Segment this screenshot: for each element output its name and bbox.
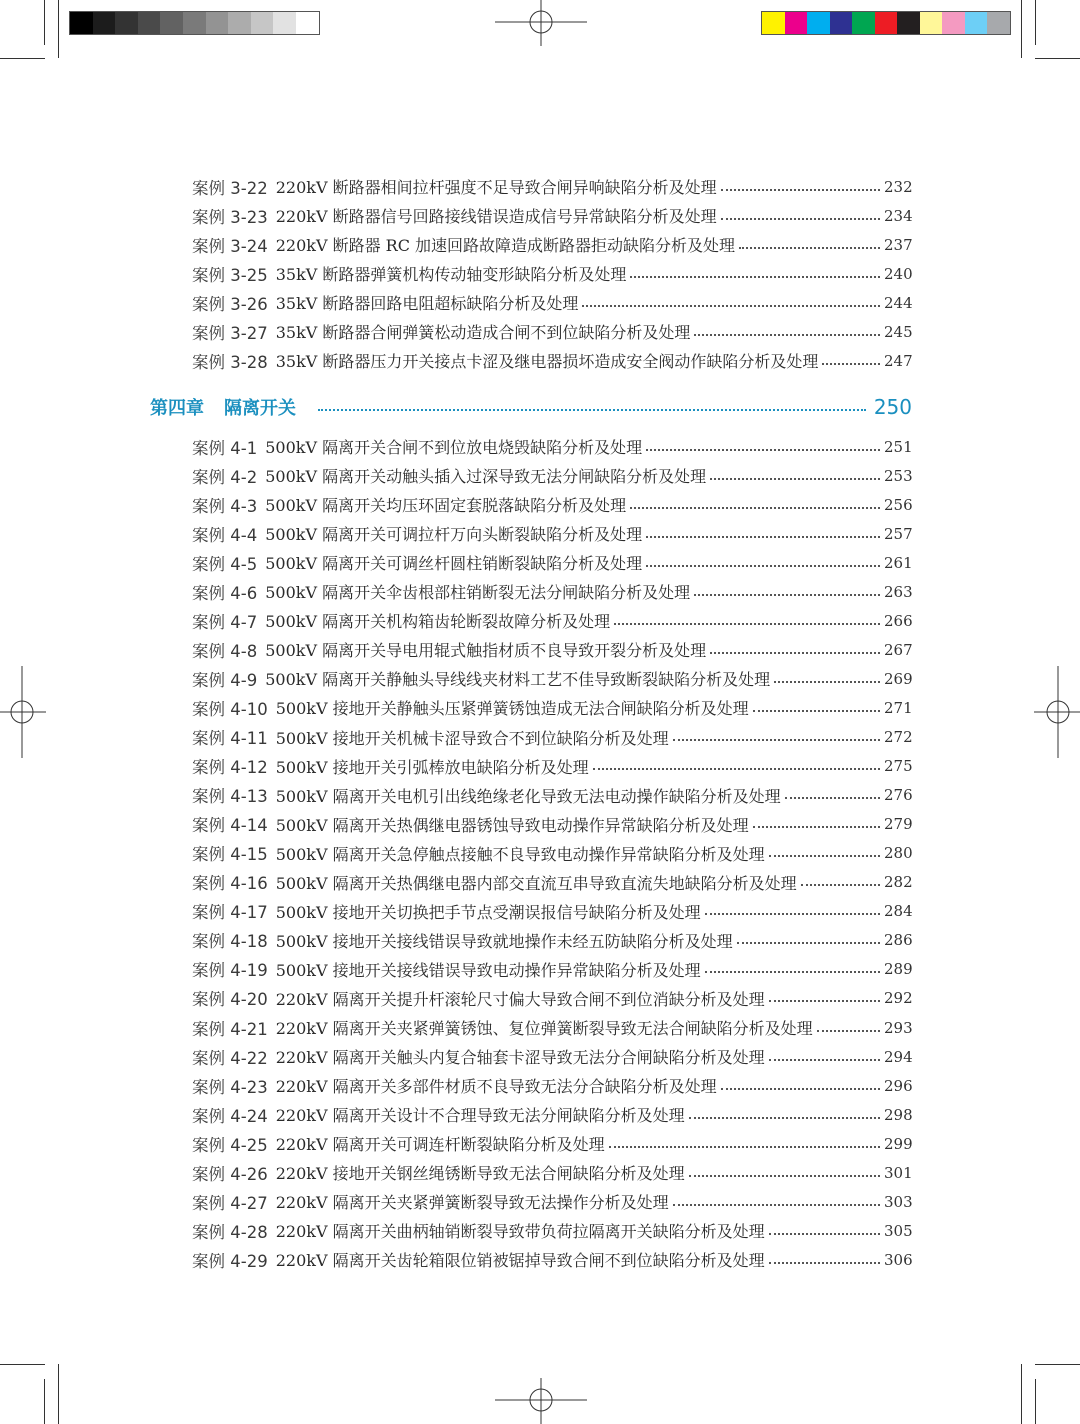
leader-dots [710,478,880,480]
case-number: 案例 4-29 [192,1251,268,1271]
case-title: 220kV 隔离开关提升杆滚轮尺寸偏大导致合闸不到位消缺分析及处理 [275,989,765,1009]
gray-swatch [251,12,274,34]
page-number: 247 [884,351,913,370]
leader-dots [694,594,880,596]
case-title: 500kV 接地开关接线错误导致电动操作异常缺陷分析及处理 [275,960,701,980]
case-number: 案例 3-27 [192,323,268,343]
case-title: 220kV 断路器 RC 加速回路故障造成断路器拒动缺陷分析及处理 [275,236,736,256]
leader-dots [769,1262,880,1264]
page-number: 282 [884,873,913,892]
leader-dots [721,1088,880,1090]
case-title: 35kV 断路器压力开关接点卡涩及继电器损坏造成安全阀动作缺陷分析及处理 [275,352,819,372]
leader-dots [646,565,880,567]
case-number: 案例 3-25 [192,265,268,285]
case-title: 35kV 断路器合闸弹簧松动造成合闸不到位缺陷分析及处理 [275,323,691,343]
leader-dots [318,409,866,411]
page-number: 253 [884,466,913,485]
page-number: 261 [884,553,913,572]
toc-entry[interactable] [192,577,912,606]
gray-swatch [206,12,229,34]
toc-entry[interactable] [192,752,912,781]
leader-dots [753,710,880,712]
case-number: 案例 4-4 [192,525,258,545]
page-number: 266 [884,611,913,630]
case-number: 案例 4-12 [192,758,268,778]
case-title: 220kV 接地开关钢丝绳锈断导致无法合闸缺陷分析及处理 [275,1164,685,1184]
page-number: 245 [884,322,913,341]
leader-dots [801,884,880,886]
toc-entry[interactable] [192,635,912,664]
case-title: 220kV 断路器相间拉杆强度不足导致合闸异响缺陷分析及处理 [275,178,717,197]
color-swatch [987,12,1010,34]
toc-entry[interactable] [192,548,912,577]
case-title: 220kV 隔离开关齿轮箱限位销被锯掉导致合闸不到位缺陷分析及处理 [275,1251,765,1271]
case-title: 500kV 隔离开关电机引出线绝缘老化导致无法电动操作缺陷分析及处理 [275,786,781,806]
page-number: 232 [884,177,913,196]
toc-entry[interactable] [192,1187,912,1216]
registration-mark-left [0,666,46,758]
case-title: 35kV 断路器弹簧机构传动轴变形缺陷分析及处理 [275,265,627,285]
leader-dots [646,536,880,538]
page-number: 284 [884,902,913,921]
leader-dots [822,363,880,365]
case-title: 500kV 隔离开关导电用辊式触指材质不良导致开裂分析及处理 [265,641,707,661]
case-number: 案例 4-1 [192,438,258,458]
case-number: 案例 3-23 [192,207,268,227]
leader-dots [673,739,880,741]
registration-mark-bottom [495,1378,587,1424]
case-title: 500kV 隔离开关合闸不到位放电烧毁缺陷分析及处理 [265,438,643,457]
leader-dots [630,276,880,278]
leader-dots [614,623,880,625]
color-swatch [807,12,830,34]
page-number: 272 [884,728,913,746]
page-number: 271 [884,698,913,717]
color-swatch [920,12,943,34]
registration-mark-top [495,0,587,46]
case-number: 案例 4-10 [192,699,268,719]
gray-swatch [93,12,116,34]
case-title: 500kV 隔离开关静触头导线线夹材料工艺不佳导致断裂缺陷分析及处理 [265,670,771,690]
page-number: 298 [884,1105,913,1124]
toc-entry[interactable] [192,926,912,955]
case-number: 案例 4-16 [192,874,268,894]
case-number: 案例 4-5 [192,554,258,574]
leader-dots [694,334,880,336]
color-swatch [897,12,920,34]
page-number: 276 [884,786,913,805]
case-number: 案例 3-24 [192,236,268,256]
toc-entry[interactable] [192,461,912,490]
page-number: 234 [884,206,913,225]
case-title: 500kV 隔离开关伞齿根部柱销断裂无法分闸缺陷分析及处理 [265,583,691,603]
case-number: 案例 3-22 [192,178,268,198]
case-title: 500kV 接地开关切换把手节点受潮误报信号缺陷分析及处理 [275,902,701,922]
case-title: 220kV 隔离开关多部件材质不良导致无法分合缺陷分析及处理 [275,1077,717,1097]
case-number: 案例 4-13 [192,787,268,807]
case-number: 案例 4-17 [192,903,268,923]
leader-dots [593,768,880,770]
page-number: 240 [884,264,913,283]
gray-swatch [228,12,251,34]
toc-entry[interactable] [192,230,912,259]
toc-entry[interactable] [192,781,912,810]
chapter-title: 隔离开关 [224,398,296,419]
toc-entry[interactable] [192,346,912,375]
case-number: 案例 3-26 [192,294,268,314]
page-number: 269 [884,669,913,688]
case-number: 案例 4-18 [192,932,268,952]
page-number: 292 [884,989,913,1008]
leader-dots [609,1146,880,1148]
case-title: 500kV 隔离开关可调拉杆万向头断裂缺陷分析及处理 [265,525,643,545]
leader-dots [785,797,880,799]
case-title: 500kV 接地开关机械卡涩导致合不到位缺陷分析及处理 [275,728,669,748]
case-title: 220kV 隔离开关夹紧弹簧锈蚀、复位弹簧断裂导致无法合闸缺陷分析及处理 [275,1019,813,1038]
toc-entry[interactable] [192,1013,912,1042]
case-title: 500kV 隔离开关热偶继电器内部交直流互串导致直流失地缺陷分析及处理 [275,873,797,893]
page-number: 244 [884,293,913,312]
case-number: 案例 4-14 [192,816,268,836]
chapter-heading[interactable] [150,391,912,423]
page-number: 301 [884,1163,913,1182]
toc-entry[interactable] [192,1042,912,1071]
case-title: 220kV 隔离开关触头内复合轴套卡涩导致无法分合闸缺陷分析及处理 [275,1048,765,1068]
color-swatch [875,12,898,34]
color-calibration-bar [761,11,1011,35]
color-swatch [762,12,785,34]
case-title: 500kV 接地开关接线错误导致就地操作未经五防缺陷分析及处理 [275,931,733,951]
leader-dots [769,855,880,857]
toc-entry[interactable] [192,1216,912,1245]
page-number: 296 [884,1076,913,1095]
toc-entry[interactable] [192,172,912,201]
page-number: 294 [884,1047,913,1066]
case-title: 500kV 接地开关引弧棒放电缺陷分析及处理 [275,757,589,777]
case-number: 案例 4-7 [192,612,258,632]
page-number: 267 [884,640,913,659]
chapter-number: 第四章 [150,398,204,419]
gray-swatch [296,12,319,34]
toc-entry[interactable] [192,955,912,984]
gray-swatch [138,12,161,34]
toc-entry[interactable] [192,693,912,722]
case-number: 案例 4-20 [192,990,268,1010]
case-number: 案例 4-23 [192,1077,268,1097]
case-title: 500kV 隔离开关可调丝杆圆柱销断裂缺陷分析及处理 [265,554,643,574]
toc-entry[interactable] [192,897,912,926]
page-number: 305 [884,1221,913,1240]
leader-dots [689,1175,880,1177]
toc-entry[interactable] [192,839,912,868]
page-number: 237 [884,235,913,254]
case-number: 案例 4-28 [192,1222,268,1242]
case-number: 案例 4-8 [192,641,258,661]
gray-swatch [115,12,138,34]
grayscale-calibration-bar [69,11,320,35]
case-title: 220kV 断路器信号回路接线错误造成信号异常缺陷分析及处理 [275,207,717,227]
color-swatch [830,12,853,34]
page-number: 263 [884,582,913,601]
page-number: 293 [884,1018,913,1037]
toc-entry[interactable] [192,288,912,317]
toc-entry[interactable] [192,201,912,230]
case-number: 案例 4-27 [192,1193,268,1213]
case-title: 500kV 隔离开关热偶继电器锈蚀导致电动操作异常缺陷分析及处理 [275,815,749,835]
case-title: 500kV 隔离开关均压环固定套脱落缺陷分析及处理 [265,496,627,516]
case-title: 500kV 隔离开关动触头插入过深导致无法分闸缺陷分析及处理 [265,467,707,487]
toc-entry[interactable] [192,519,912,548]
case-title: 220kV 隔离开关可调连杆断裂缺陷分析及处理 [275,1135,605,1155]
case-title: 500kV 隔离开关机构箱齿轮断裂故障分析及处理 [265,612,611,632]
case-title: 35kV 断路器回路电阻超标缺陷分析及处理 [275,294,579,314]
case-number: 案例 4-2 [192,467,258,487]
gray-swatch [160,12,183,34]
leader-dots [774,681,880,683]
case-number: 案例 4-24 [192,1106,268,1126]
case-number: 案例 4-6 [192,583,258,603]
case-number: 案例 4-15 [192,845,268,865]
leader-dots [630,507,880,509]
leader-dots [705,913,880,915]
case-number: 案例 4-21 [192,1019,268,1039]
toc-entry[interactable] [192,490,912,519]
case-number: 案例 4-25 [192,1135,268,1155]
color-swatch [965,12,988,34]
toc-entry[interactable] [192,1129,912,1158]
leader-dots [646,449,880,451]
case-number: 案例 4-9 [192,670,258,690]
gray-swatch [70,12,93,34]
toc-entry[interactable] [192,810,912,839]
case-number: 案例 4-26 [192,1164,268,1184]
leader-dots [737,942,880,944]
page-number: 256 [884,495,913,514]
case-title: 220kV 隔离开关设计不合理导致无法分闸缺陷分析及处理 [275,1106,685,1126]
gray-swatch [183,12,206,34]
page-number: 289 [884,960,913,979]
page-number: 303 [884,1192,913,1211]
leader-dots [673,1204,880,1206]
leader-dots [739,247,880,249]
case-number: 案例 4-3 [192,496,258,516]
leader-dots [769,1059,880,1061]
registration-mark-right [1034,666,1080,758]
page-number: 257 [884,524,913,543]
leader-dots [710,652,880,654]
leader-dots [582,305,880,307]
case-title: 220kV 隔离开关曲柄轴销断裂导致带负荷拉隔离开关缺陷分析及处理 [275,1222,765,1242]
leader-dots [769,1000,880,1002]
color-swatch [942,12,965,34]
case-number: 案例 4-19 [192,961,268,981]
page-number: 286 [884,931,913,950]
leader-dots [753,826,880,828]
leader-dots [817,1030,880,1032]
color-swatch [785,12,808,34]
page-number: 251 [884,437,913,456]
toc-entry[interactable] [192,432,912,461]
case-title: 500kV 隔离开关急停触点接触不良导致电动操作异常缺陷分析及处理 [275,844,765,864]
case-number: 案例 4-22 [192,1048,268,1068]
page-number: 306 [884,1250,913,1269]
toc-entry[interactable] [192,1158,912,1187]
case-number: 案例 3-28 [192,352,268,372]
toc-entry[interactable] [192,317,912,346]
gray-swatch [273,12,296,34]
toc-entry[interactable] [192,1245,912,1274]
toc-entry[interactable] [192,259,912,288]
toc-entry[interactable] [192,664,912,693]
leader-dots [721,218,880,220]
page-number: 299 [884,1134,913,1153]
toc-entry[interactable] [192,868,912,897]
toc-entry[interactable] [192,723,912,752]
leader-dots [721,189,880,191]
chapter-page-number: 250 [873,395,912,419]
page-number: 279 [884,815,913,834]
leader-dots [689,1117,880,1119]
page-number: 280 [884,844,913,863]
leader-dots [769,1233,880,1235]
case-title: 220kV 隔离开关夹紧弹簧断裂导致无法操作分析及处理 [275,1193,669,1213]
color-swatch [852,12,875,34]
toc-entry[interactable] [192,1071,912,1100]
case-title: 500kV 接地开关静触头压紧弹簧锈蚀造成无法合闸缺陷分析及处理 [275,699,749,719]
page-number: 275 [884,757,913,776]
case-number: 案例 4-11 [192,729,268,748]
toc-entry[interactable] [192,984,912,1013]
leader-dots [705,971,880,973]
toc-entry[interactable] [192,1100,912,1129]
toc-entry[interactable] [192,606,912,635]
